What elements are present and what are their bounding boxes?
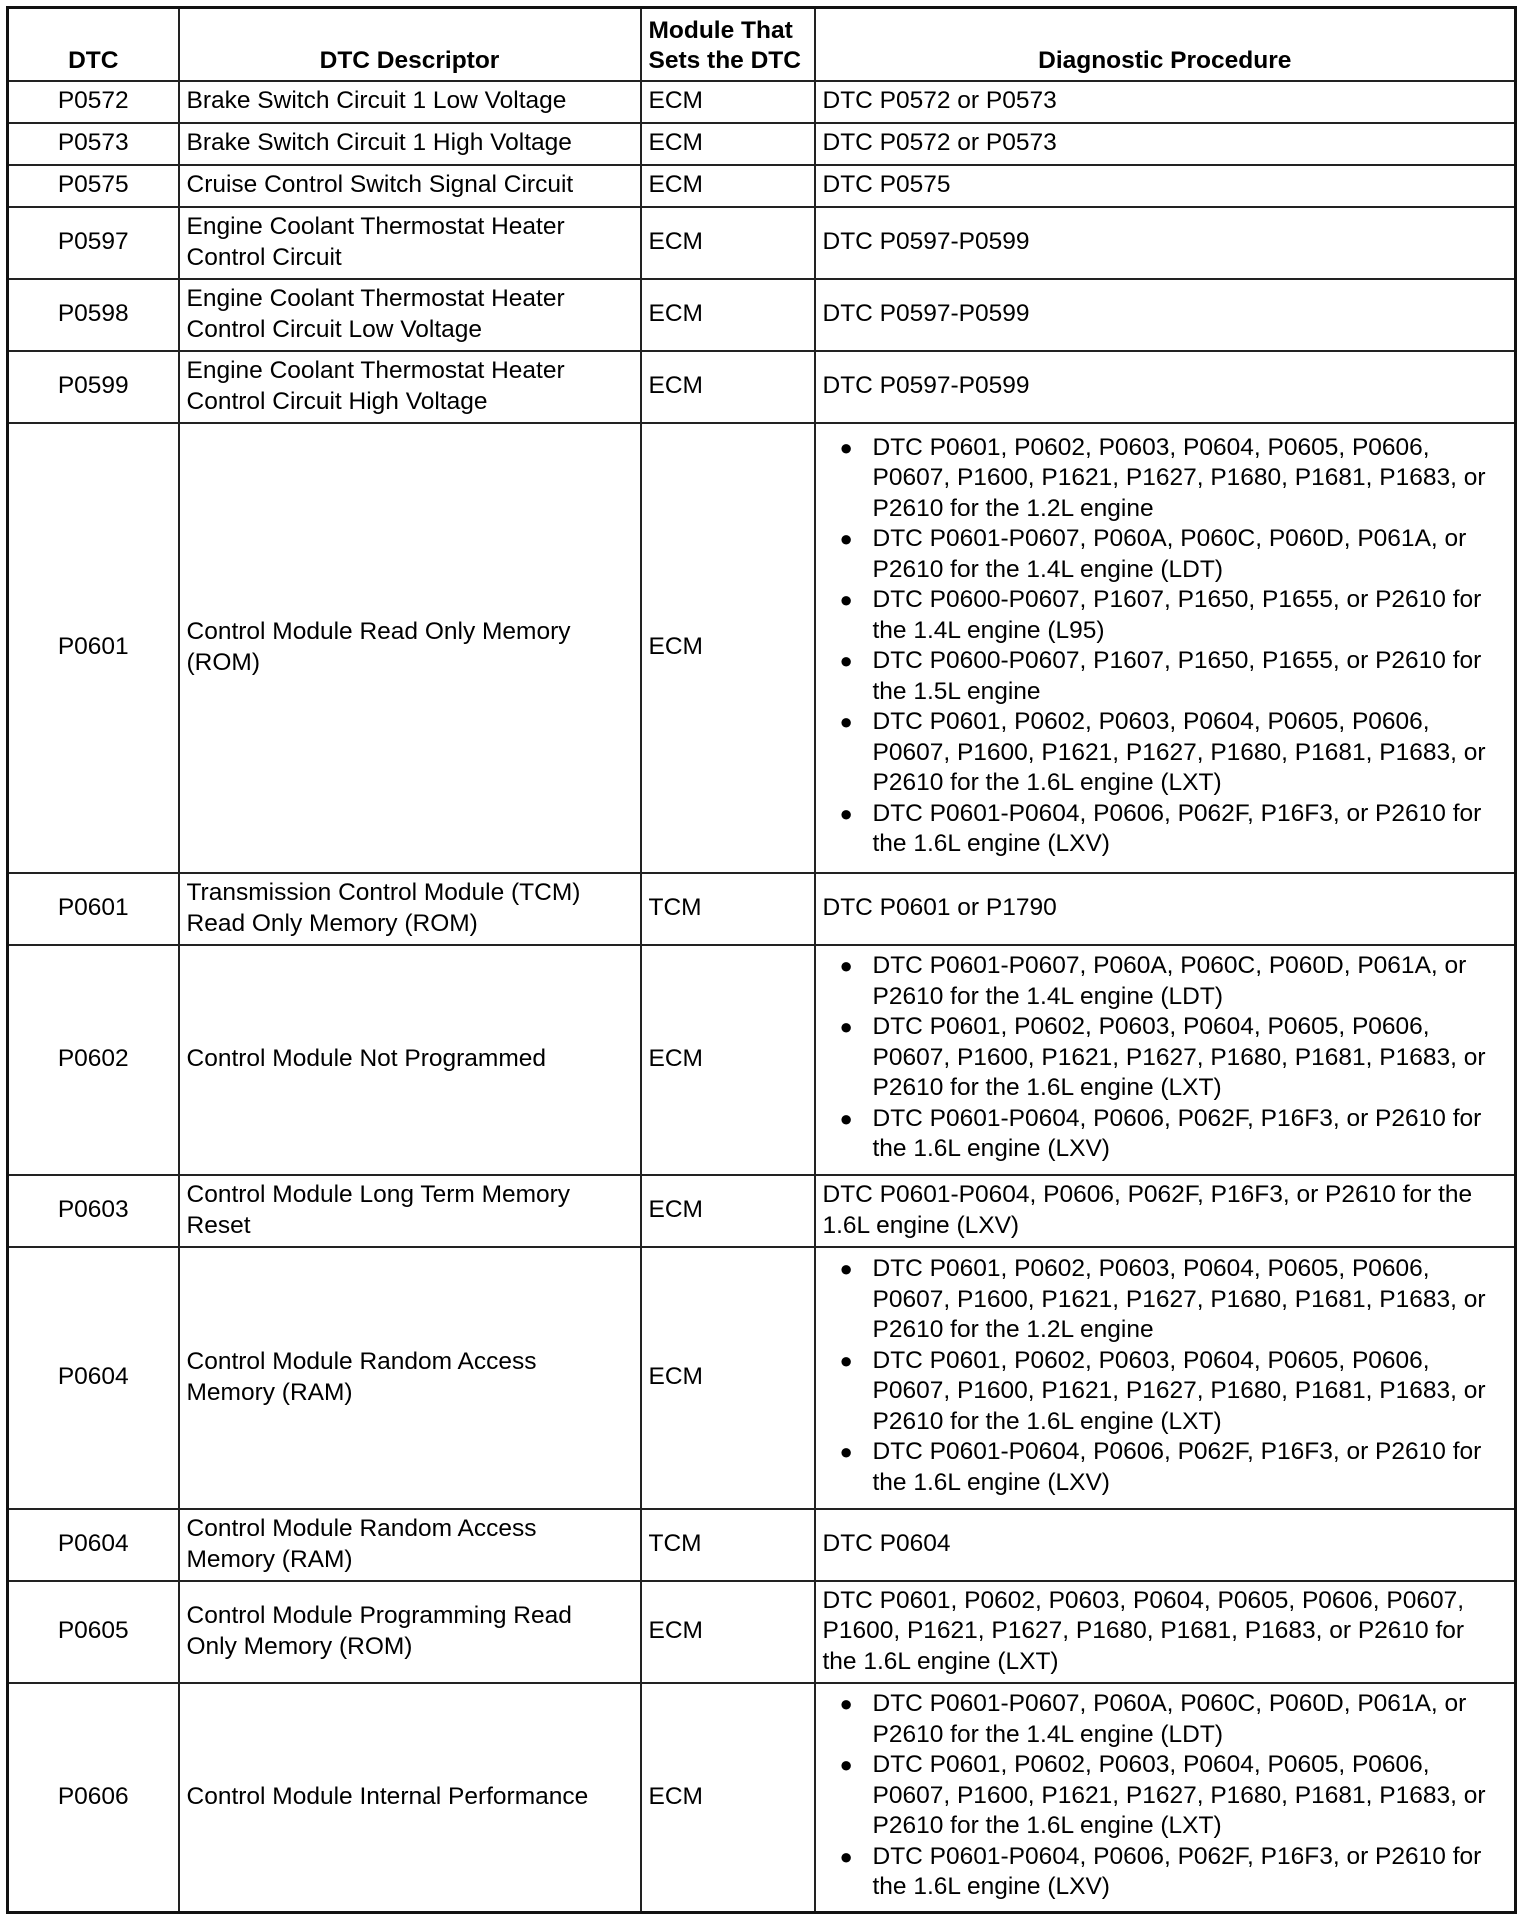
module-cell: ECM bbox=[641, 945, 815, 1175]
text-line: P2610 for the 1.6L engine (LXT) bbox=[872, 1407, 1222, 1435]
text-line: DTC P0575 bbox=[822, 171, 951, 199]
text-line: P2610 for the 1.6L engine (LXT) bbox=[872, 1074, 1222, 1102]
text-line: DTC P0597-P0599 bbox=[822, 300, 1030, 328]
dtc-code: P0604 bbox=[8, 1247, 179, 1509]
table-row bbox=[8, 207, 1516, 279]
dtc-descriptor bbox=[179, 1683, 641, 1913]
procedure-item bbox=[823, 1012, 1508, 1104]
dtc-descriptor bbox=[179, 351, 641, 423]
dtc-descriptor bbox=[179, 165, 641, 207]
text-line: P0607, P1600, P1621, P1627, P1680, P1681, P1683, or bbox=[872, 738, 1486, 766]
module-cell: ECM bbox=[641, 351, 815, 423]
text-line: DTC P0572 or P0573 bbox=[822, 129, 1057, 157]
procedure-list bbox=[823, 951, 1508, 1165]
dtc-code: P0597 bbox=[8, 207, 179, 279]
text-line: Engine Coolant Thermostat Heater bbox=[186, 213, 565, 240]
text-line: DTC P0601-P0604, P0606, P062F, P16F3, or P2610 for bbox=[872, 799, 1482, 827]
table-row bbox=[8, 279, 1516, 351]
diagnostic-procedure bbox=[815, 1247, 1516, 1509]
table-row bbox=[8, 1581, 1516, 1683]
procedure-item bbox=[823, 1104, 1508, 1165]
text-line: DTC P0601, P0602, P0603, P0604, P0605, P0606, bbox=[872, 708, 1430, 735]
dtc-code: P0604 bbox=[8, 1509, 179, 1581]
text-line: the 1.6L engine (LXV) bbox=[872, 1873, 1110, 1900]
diagnostic-procedure bbox=[815, 279, 1516, 351]
dtc-descriptor bbox=[179, 1247, 641, 1509]
text-line: Memory (RAM) bbox=[186, 1378, 353, 1406]
procedure-list bbox=[823, 433, 1508, 860]
diagnostic-procedure bbox=[815, 873, 1516, 945]
text-line: the 1.6L engine (LXV) bbox=[872, 1135, 1110, 1163]
table-row bbox=[8, 351, 1516, 423]
dtc-code: P0575 bbox=[8, 165, 179, 207]
dtc-descriptor bbox=[179, 279, 641, 351]
procedure-item bbox=[823, 1437, 1508, 1498]
text-line: 1.6L engine (LXV) bbox=[822, 1211, 1020, 1239]
module-cell: TCM bbox=[641, 873, 815, 945]
dtc-descriptor bbox=[179, 123, 641, 165]
dtc-code: P0601 bbox=[8, 873, 179, 945]
text-line: P2610 for the 1.4L engine (LDT) bbox=[872, 555, 1223, 583]
text-line: P2610 for the 1.6L engine (LXT) bbox=[872, 769, 1222, 796]
text-line: Control Module Internal Performance bbox=[186, 1783, 589, 1810]
table-row bbox=[8, 81, 1516, 123]
text-line: DTC P0601, P0602, P0603, P0604, P0605, P0606, bbox=[872, 1255, 1430, 1282]
diagnostic-procedure bbox=[815, 1683, 1516, 1913]
module-cell: ECM bbox=[641, 207, 815, 279]
text-line: DTC P0597-P0599 bbox=[822, 228, 1030, 256]
procedure-item bbox=[823, 1689, 1508, 1750]
dtc-descriptor bbox=[179, 81, 641, 123]
text-line: P2610 for the 1.6L engine (LXT) bbox=[872, 1812, 1222, 1839]
text-line: DTC P0601-P0607, P060A, P060C, P060D, P061A, or bbox=[872, 952, 1467, 980]
dtc-descriptor bbox=[179, 207, 641, 279]
text-line: Control Module Random Access bbox=[186, 1348, 537, 1375]
text-line: Only Memory (ROM) bbox=[186, 1632, 413, 1660]
procedure-item bbox=[823, 585, 1508, 646]
dtc-descriptor bbox=[179, 873, 641, 945]
diagnostic-procedure bbox=[815, 1581, 1516, 1683]
diagnostic-procedure bbox=[815, 1175, 1516, 1247]
procedure-list bbox=[823, 1254, 1508, 1498]
diagnostic-procedure bbox=[815, 351, 1516, 423]
text-line: Cruise Control Switch Signal Circuit bbox=[186, 171, 574, 199]
text-line: Control Circuit bbox=[186, 243, 342, 271]
text-line: Control Circuit High Voltage bbox=[186, 387, 488, 415]
module-cell: ECM bbox=[641, 423, 815, 873]
table-row bbox=[8, 873, 1516, 945]
text-line: Read Only Memory (ROM) bbox=[186, 909, 478, 937]
text-line: DTC P0601-P0604, P0606, P062F, P16F3, or P2610 for bbox=[872, 1842, 1482, 1870]
dtc-descriptor bbox=[179, 423, 641, 873]
dtc-code: P0606 bbox=[8, 1683, 179, 1913]
dtc-code: P0599 bbox=[8, 351, 179, 423]
table-row bbox=[8, 1683, 1516, 1913]
dtc-descriptor bbox=[179, 1581, 641, 1683]
procedure-item bbox=[823, 646, 1508, 707]
text-line: Control Module Programming Read bbox=[186, 1602, 572, 1629]
text-line: DTC P0601-P0607, P060A, P060C, P060D, P061A, or bbox=[872, 1690, 1467, 1717]
table-row bbox=[8, 423, 1516, 873]
text-line: P0607, P1600, P1621, P1627, P1680, P1681, P1683, or bbox=[872, 1781, 1486, 1809]
text-line: P2610 for the 1.2L engine bbox=[872, 494, 1154, 522]
module-cell: ECM bbox=[641, 1683, 815, 1913]
text-line: DTC P0572 or P0573 bbox=[822, 87, 1057, 115]
module-cell: ECM bbox=[641, 1175, 815, 1247]
diagnostic-procedure bbox=[815, 207, 1516, 279]
dtc-code: P0598 bbox=[8, 279, 179, 351]
module-cell: ECM bbox=[641, 279, 815, 351]
diagnostic-procedure bbox=[815, 123, 1516, 165]
dtc-descriptor bbox=[179, 945, 641, 1175]
text-line: Transmission Control Module (TCM) bbox=[186, 879, 581, 906]
table-body bbox=[8, 81, 1516, 1913]
module-cell: ECM bbox=[641, 1247, 815, 1509]
module-cell: ECM bbox=[641, 81, 815, 123]
diagnostic-procedure bbox=[815, 81, 1516, 123]
header-row bbox=[8, 8, 1516, 81]
dtc-code: P0602 bbox=[8, 945, 179, 1175]
text-line: DTC P0601-P0604, P0606, P062F, P16F3, or P2610 for the bbox=[822, 1181, 1473, 1208]
text-line: Reset bbox=[186, 1211, 251, 1239]
text-line: Memory (RAM) bbox=[186, 1545, 353, 1573]
text-line: Brake Switch Circuit 1 High Voltage bbox=[186, 129, 572, 157]
header-module-line: Module That bbox=[648, 16, 793, 44]
text-line: DTC P0601, P0602, P0603, P0604, P0605, P0606, P0607, bbox=[822, 1586, 1465, 1614]
dtc-code: P0601 bbox=[8, 423, 179, 873]
dtc-code: P0605 bbox=[8, 1581, 179, 1683]
text-line: DTC P0600-P0607, P1607, P1650, P1655, or P2610 for bbox=[872, 647, 1482, 674]
text-line: P0607, P1600, P1621, P1627, P1680, P1681, P1683, or bbox=[872, 1377, 1486, 1404]
text-line: Control Module Not Programmed bbox=[186, 1045, 546, 1073]
module-cell: ECM bbox=[641, 1581, 815, 1683]
header-module-line: Sets the DTC bbox=[648, 47, 801, 74]
text-line: P2610 for the 1.4L engine (LDT) bbox=[872, 1720, 1223, 1748]
diagnostic-procedure bbox=[815, 1509, 1516, 1581]
dtc-code: P0573 bbox=[8, 123, 179, 165]
text-line: Control Module Long Term Memory bbox=[186, 1181, 571, 1208]
text-line: DTC P0601, P0602, P0603, P0604, P0605, P0606, bbox=[872, 1346, 1430, 1374]
dtc-descriptor bbox=[179, 1175, 641, 1247]
text-line: DTC P0601, P0602, P0603, P0604, P0605, P0606, bbox=[872, 433, 1430, 461]
text-line: Engine Coolant Thermostat Heater bbox=[186, 357, 565, 384]
diagnostic-procedure bbox=[815, 165, 1516, 207]
text-line: Control Module Random Access bbox=[186, 1515, 537, 1542]
table-row bbox=[8, 123, 1516, 165]
text-line: DTC P0601 or P1790 bbox=[822, 894, 1057, 922]
text-line: P1600, P1621, P1627, P1680, P1681, P1683, or P2610 for bbox=[822, 1617, 1465, 1645]
table-row bbox=[8, 165, 1516, 207]
table-row bbox=[8, 945, 1516, 1175]
text-line: DTC P0601-P0607, P060A, P060C, P060D, P061A, or bbox=[872, 525, 1467, 552]
procedure-item bbox=[823, 1842, 1508, 1903]
procedure-item bbox=[823, 799, 1508, 860]
table-row bbox=[8, 1509, 1516, 1581]
diagnostic-procedure bbox=[815, 945, 1516, 1175]
dtc-code: P0572 bbox=[8, 81, 179, 123]
text-line: P0607, P1600, P1621, P1627, P1680, P1681, P1683, or bbox=[872, 1285, 1486, 1313]
text-line: Control Module Read Only Memory bbox=[186, 618, 571, 645]
text-line: the 1.4L engine (L95) bbox=[872, 616, 1105, 644]
procedure-item bbox=[823, 433, 1508, 525]
header-module bbox=[641, 8, 815, 81]
text-line: the 1.5L engine bbox=[872, 677, 1041, 705]
text-line: the 1.6L engine (LXV) bbox=[872, 1468, 1110, 1496]
procedure-item bbox=[823, 707, 1508, 799]
text-line: DTC P0604 bbox=[822, 1530, 951, 1558]
table-row bbox=[8, 1175, 1516, 1247]
diagnostic-procedure bbox=[815, 423, 1516, 873]
header-descriptor: DTC Descriptor bbox=[179, 8, 641, 81]
text-line: DTC P0601, P0602, P0603, P0604, P0605, P0606, bbox=[872, 1751, 1430, 1778]
text-line: Control Circuit Low Voltage bbox=[186, 315, 483, 343]
text-line: P2610 for the 1.4L engine (LDT) bbox=[872, 982, 1223, 1010]
text-line: (ROM) bbox=[186, 648, 260, 676]
procedure-item bbox=[823, 524, 1508, 585]
module-cell: TCM bbox=[641, 1509, 815, 1581]
text-line: P0607, P1600, P1621, P1627, P1680, P1681, P1683, or bbox=[872, 1043, 1486, 1071]
dtc-descriptor bbox=[179, 1509, 641, 1581]
text-line: DTC P0600-P0607, P1607, P1650, P1655, or P2610 for bbox=[872, 586, 1482, 613]
procedure-item bbox=[823, 951, 1508, 1012]
text-line: the 1.6L engine (LXV) bbox=[872, 830, 1110, 857]
header-procedure: Diagnostic Procedure bbox=[815, 8, 1516, 81]
procedure-item bbox=[823, 1750, 1508, 1842]
text-line: DTC P0601-P0604, P0606, P062F, P16F3, or P2610 for bbox=[872, 1438, 1482, 1465]
text-line: Brake Switch Circuit 1 Low Voltage bbox=[186, 87, 567, 115]
text-line: the 1.6L engine (LXT) bbox=[822, 1647, 1059, 1675]
text-line: DTC P0597-P0599 bbox=[822, 372, 1030, 400]
procedure-list bbox=[823, 1689, 1508, 1903]
procedure-item bbox=[823, 1254, 1508, 1346]
text-line: Engine Coolant Thermostat Heater bbox=[186, 285, 565, 312]
text-line: DTC P0601-P0604, P0606, P062F, P16F3, or P2610 for bbox=[872, 1104, 1482, 1132]
table-row bbox=[8, 1247, 1516, 1509]
module-cell: ECM bbox=[641, 123, 815, 165]
header-dtc: DTC bbox=[8, 8, 179, 81]
text-line: DTC P0601, P0602, P0603, P0604, P0605, P0606, bbox=[872, 1013, 1430, 1041]
text-line: P2610 for the 1.2L engine bbox=[872, 1316, 1154, 1343]
module-cell: ECM bbox=[641, 165, 815, 207]
dtc-table bbox=[6, 6, 1517, 1914]
procedure-item bbox=[823, 1346, 1508, 1438]
dtc-code: P0603 bbox=[8, 1175, 179, 1247]
text-line: P0607, P1600, P1621, P1627, P1680, P1681, P1683, or bbox=[872, 464, 1486, 491]
